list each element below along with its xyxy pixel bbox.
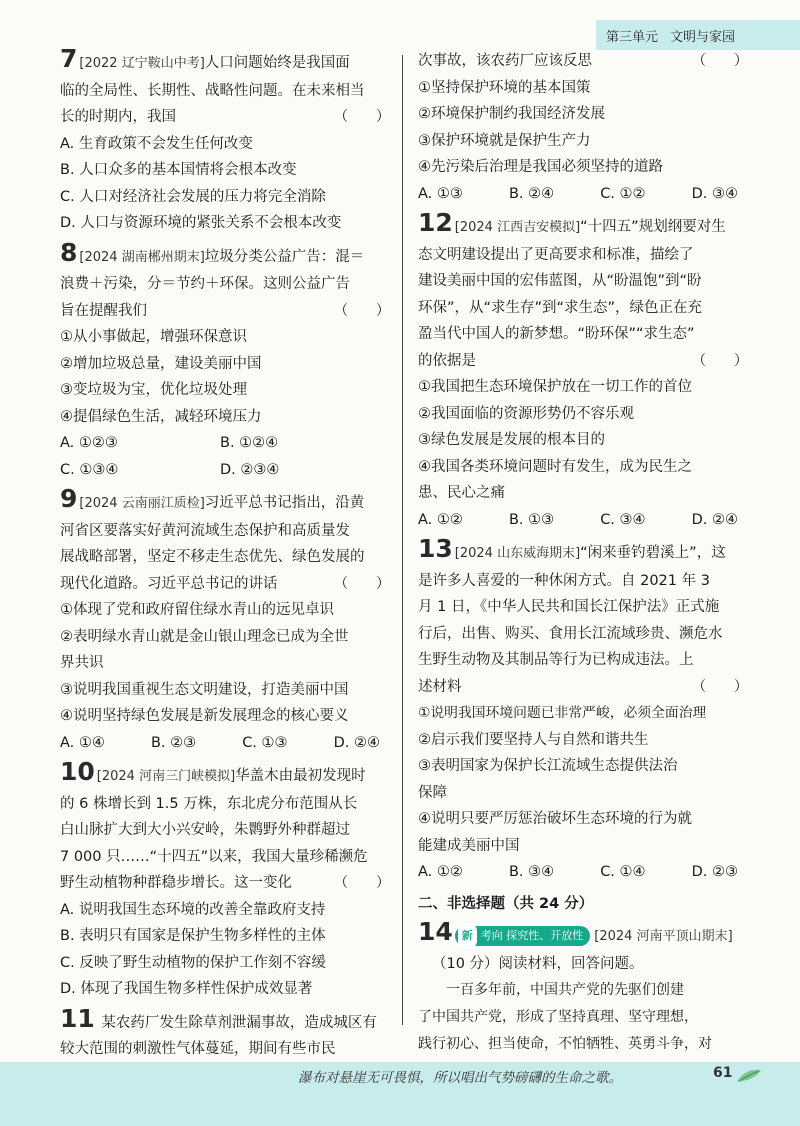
statement: ④说明坚持绿色发展是新发展理念的核心要义 <box>60 708 349 724</box>
option: A. ①②③ <box>60 435 118 451</box>
option: B. ①③ <box>508 511 555 528</box>
question-number: 14 <box>418 917 453 946</box>
question-number: 8 <box>60 237 78 267</box>
question-11-continued: 次事故，该农药厂应该反思 （ ） ①坚持保护环境的基本国策 ②环境保护制约我国经济发展 ③保护环境就是保护生产力 ④先污染后治理是我国必须坚持的道路 A. ①③ B. ②④ C. ①② D. ③④ <box>418 48 748 207</box>
statement: ②增加垃圾总量，建设美丽中国 <box>60 355 262 372</box>
option: A. ①③ <box>418 185 463 202</box>
options <box>60 730 390 757</box>
statement: ④提倡绿色生活，减轻环境压力 <box>60 408 262 425</box>
options <box>60 430 390 483</box>
statement: ③说明我国重视生态文明建设，打造美丽中国 <box>60 681 349 698</box>
left-column <box>60 44 390 1094</box>
passage-line: 践行初心、担当使命，不怕牺牲、英勇斗争，对 <box>418 1036 712 1052</box>
statement: ④说明只要严厉惩治破坏生态环境的行为就 <box>418 811 692 827</box>
question-13: 13 [2024 山东威海期末]“闲来垂钓碧溪上”，这 是许多人喜爱的一种休闲方式。自 2021 年 3 月 1 日，《中华人民共和国长江保护法》正式施 行后，出售、购买、食用长江流域珍贵、濒危水 生野生动物及其制品等行为已构成违法。上 述材料 （ ） ①说明我国环境问题已非常严峻，必须全面治理 ②启示我们要坚持人与自然和谐共生 ③表明国家为保护长江流域生态提供法治 保障 ④说明只要严厉惩治破坏生态环境的行为就 能建成美丽中国 A. ①② B. ③④ C. ①④ D. ②③ <box>418 538 748 886</box>
question-number: 12 <box>418 208 453 237</box>
section-heading: 二、非选择题（共 24 分） <box>418 895 594 912</box>
statement: ①从小事做起，增强环保意识 <box>60 329 247 345</box>
question-number: 11 <box>60 1003 95 1033</box>
statement: ①体现了党和政府留住绿水青山的远见卓识 <box>60 602 334 618</box>
question-number: 13 <box>418 534 453 563</box>
statement: ②启示我们要坚持人与自然和谐共生 <box>418 731 649 748</box>
option: B. 人口众多的基本国情将会根本改变 <box>60 162 297 178</box>
question-intro: （10 分）阅读材料，回答问题。 <box>432 955 644 972</box>
statement: ④我国各类环境问题时有发生，成为民生之 <box>418 458 692 475</box>
footer-quote: 瀑布对悬崖无可畏惧，所以唱出气势磅礴的生命之歌。 <box>298 1070 622 1086</box>
statement: 保障 <box>418 784 447 801</box>
option: B. ③④ <box>508 864 555 880</box>
answer-paren[interactable]: （ ） <box>334 109 390 125</box>
statement: 界共识 <box>60 655 104 671</box>
option: A. ①② <box>418 864 463 880</box>
statement: ①说明我国环境问题已非常严峻，必须全面治理 <box>418 705 707 721</box>
answer-paren[interactable]: （ ） <box>692 678 748 695</box>
question-source: [2024 湖南郴州期末] <box>79 249 205 265</box>
statement: ①我国把生态环境保护放在一切工作的首位 <box>418 379 692 395</box>
question-number: 9 <box>60 484 78 513</box>
options <box>418 859 748 886</box>
statement: ③变垃圾为宝，优化垃圾处理 <box>60 382 247 398</box>
option: C. ①③ <box>242 734 288 751</box>
answer-paren[interactable]: （ ） <box>692 53 748 69</box>
page-number: 61 <box>713 1065 733 1081</box>
option: A. 说明我国生态环境的改善全靠政府支持 <box>60 901 326 918</box>
answer-paren[interactable]: （ ） <box>334 302 390 319</box>
page-header <box>596 20 800 50</box>
option: B. 表明只有国家是保护生物多样性的主体 <box>60 928 326 944</box>
question-11: 11 某农药厂发生除草剂泄漏事故，造成城区有 较大范围的刺激性气体蔓延，期间有些市民 <box>60 1003 377 1057</box>
question-10: 10 [2024 河南三门峡模拟]华盖木由最初发现时 的 6 株增长到 1.5 万株，东北虎分布范围从长 白山脉扩大到大小兴安岭，朱鹮野外种群超过 7 000 只……“十四五”以来，我国大量珍稀濒危 野生动植物种群稳步增长。这一变化 （ ） A. 说明我国生态环境的改善全靠政府支持 B. 表明只有国家是保护生物多样性的主体 C. 反映了野生动植物的保护工作刻不容缓 D. 体现了我国生物多样性保护成效显著 <box>60 761 390 1003</box>
statement: ②环境保护制约我国经济发展 <box>418 106 605 122</box>
option: D. ③④ <box>691 185 738 202</box>
answer-paren[interactable]: （ ） <box>692 352 748 369</box>
option: C. ①④ <box>600 864 646 880</box>
passage-line: 一百多年前，中国共产党的先驱们创建 <box>446 982 684 998</box>
options <box>418 181 748 208</box>
options <box>418 507 748 534</box>
question-source: [2024 江西吉安模拟] <box>454 220 581 235</box>
leaf-decoration-icon <box>735 1066 765 1084</box>
option: D. ②③④ <box>220 461 280 478</box>
answer-paren[interactable]: （ ） <box>334 875 390 891</box>
option: D. ②④ <box>333 734 380 751</box>
statement: ②我国面临的资源形势仍不容乐观 <box>418 405 634 422</box>
column-divider <box>402 55 403 1025</box>
question-9: 9 [2024 云南丽江质检]习近平总书记指出，沿黄 河省区要落实好黄河流域生态保护和高质量发 展战略部署，坚定不移走生态优先、绿色发展的 现代化道路。习近平总书记的讲话 （ ） ①体现了党和政府留住绿水青山的远见卓识 ②表明绿水青山就是金山银山理念已成为全世 界共识 ③说明我国重视生态文明建设，打造美丽中国 ④说明坚持绿色发展是新发展理念的核心要义 A. ①④ B. ②③ C. ①③ D. ②④ <box>60 488 390 756</box>
question-source: [2024 河南三门峡模拟] <box>96 769 236 784</box>
answer-paren[interactable]: （ ） <box>334 575 390 592</box>
question-7: 7 [2022 辽宁鞍山中考]人口问题始终是我国面 临的全局性、长期性、战略性问题。在未来相当 长的时期内，我国 （ ） A. 生育政策不会发生任何改变 B. 人口众多的基本国情将会根本改变 C. 人口对经济社会发展的压力将完全消除 D. 人口与资源环境的紧张关系不会根本改变 <box>60 48 390 237</box>
option: A. 生育政策不会发生任何改变 <box>60 135 253 152</box>
option: C. 人口对经济社会发展的压力将完全消除 <box>60 188 326 205</box>
statement: ③表明国家为保护长江流域生态提供法治 <box>418 758 678 774</box>
question-14 <box>418 917 748 1058</box>
right-column <box>418 48 748 1063</box>
question-number: 7 <box>60 44 78 73</box>
passage-line: 了中国共产党，形成了坚持真理、坚守理想， <box>418 1009 698 1025</box>
question-12: 12 [2024 江西吉安模拟]“十四五”规划纲要对生 态文明建设提出了更高要求和标准，描绘了 建设美丽中国的宏伟蓝图，从“盼温饱”到“盼 环保”，从“求生存”到“求生态”，绿色正在充 盈当代中国人的新梦想。“盼环保”“求生态” 的依据是 （ ） ①我国把生态环境保护放在一切工作的首位 ②我国面临的资源形势仍不容乐观 ③绿色发展是发展的根本目的 ④我国各类环境问题时有发生，成为民生之 患、民心之痛 A. ①② B. ①③ C. ③④ D. ②④ <box>418 212 748 533</box>
statement: ①坚持保护环境的基本国策 <box>418 79 591 96</box>
option: D. ②③ <box>691 864 738 880</box>
statement: ③保护环境就是保护生产力 <box>418 132 591 149</box>
question-source: [2024 山东威海期末] <box>454 546 581 561</box>
statement: ②表明绿水青山就是金山银山理念已成为全世 <box>60 628 349 645</box>
question-number: 10 <box>60 757 95 786</box>
statement: 患、民心之痛 <box>418 485 505 501</box>
new-exam-direction-badge: 新 考向 探究性、开放性 <box>455 926 591 946</box>
option: B. ②④ <box>508 185 555 202</box>
statement: ④先污染后治理是我国必须坚持的道路 <box>418 159 663 175</box>
question-8: 8 [2024 湖南郴州期末]垃圾分类公益广告：混＝ 浪费＋污染，分＝节约＋环保。这则公益广告 旨在提醒我们 （ ） ①从小事做起，增强环保意识 ②增加垃圾总量，建设美丽中国 ③变垃圾为宝，优化垃圾处理 ④提倡绿色生活，减轻环境压力 A. ①②③ B. ①②④ C. ①③④ D. ②③④ <box>60 242 390 484</box>
option: B. ②③ <box>150 734 197 751</box>
option: C. 反映了野生动植物的保护工作刻不容缓 <box>60 954 326 971</box>
option: C. ①② <box>600 185 646 202</box>
statement: ③绿色发展是发展的根本目的 <box>418 432 605 448</box>
option: A. ①④ <box>60 734 105 751</box>
statement: 能建成美丽中国 <box>418 837 520 854</box>
question-source: [2024 云南丽江质检] <box>79 496 205 511</box>
option: C. ①③④ <box>60 461 119 478</box>
question-source: [2022 辽宁鞍山中考] <box>79 56 205 71</box>
option: D. ②④ <box>691 511 738 528</box>
option: C. ③④ <box>600 511 646 528</box>
option: D. 体现了我国生物多样性保护成效显著 <box>60 981 313 997</box>
option: A. ①② <box>418 511 463 528</box>
question-source: [2024 河南平顶山期末] <box>594 929 733 944</box>
unit-title: 文明与家园 <box>670 29 736 45</box>
unit-label: 第三单元 <box>606 29 659 45</box>
option: D. 人口与资源环境的紧张关系不会根本改变 <box>60 215 342 231</box>
option: B. ①②④ <box>220 435 279 451</box>
